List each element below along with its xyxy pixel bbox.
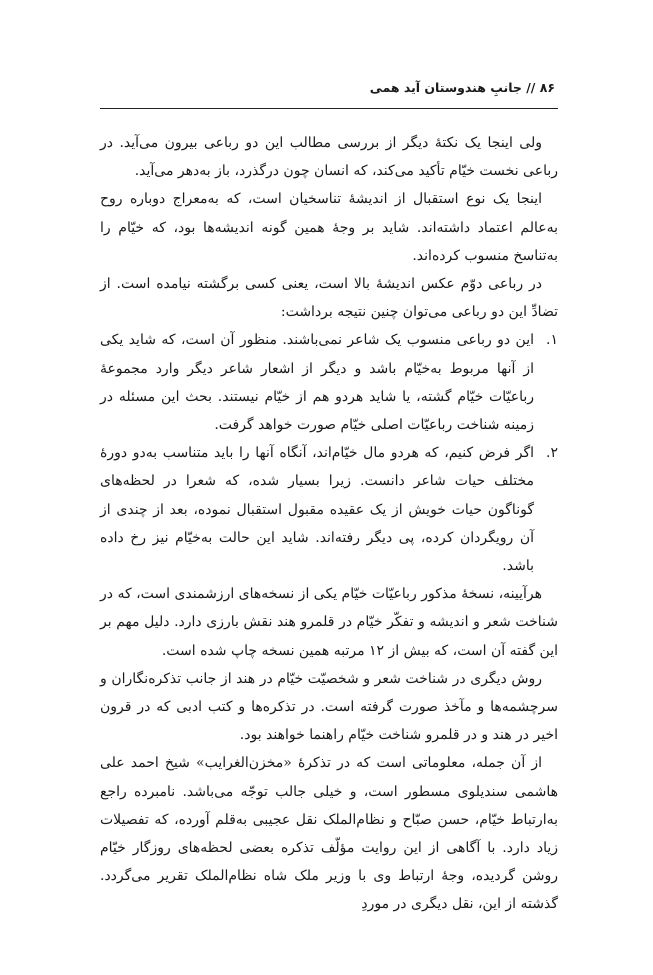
paragraph: اینجا یک نوع استقبال از اندیشهٔ تناسخیان است، که به‌معراج دوباره روح به‌عالم اعتماد داشته‌اند. شاید بر وجهٔ همین گونه اندیشه‌ها بود، که خیّام را به‌تناسخ منسوب کرده‌اند. [100, 191, 558, 264]
paragraph: روش دیگری در شناخت شعر و شخصیّت خیّام در هند از جانب تذکره‌نگاران و سرچشمه‌ها و مآخذ صورت گرفته است. در تذکره‌ها و کتب ادبی که در قرون اخیر در هند و در قلمرو شناخت خیّام راهنما خواهند بود. [100, 670, 558, 744]
list-item-number: ۲. [546, 445, 558, 462]
list-item-text: اگر فرض کنیم، که هردو مال خیّام‌اند، آنگاه آنها را باید متناسب به‌دو دورهٔ مختلف حیات شاعر دانست. زیرا بسیار شده، که شعرا در لحظه‌های گوناگون حیات خویش از یک عقیده مقبول استقبال نموده، بعد از چندی از آن رویگردان کرده، پی دیگر رفته‌اند. شاید این حالت به‌خیّام نیز رخ داده باشد. [100, 445, 534, 575]
header-rule [100, 108, 558, 109]
paragraph: از آن جمله، معلوماتی است که در تذکرهٔ «مخزن‌الغرایب» شیخ احمد علی هاشمی سندیلوی مسطور است، و خیلی جالب توجّه می‌باشد. نامبرده راجع به‌ارتباط خیّام، حسن صبّاح و نظام‌الملک نقل عجیبی به‌قلم آورده، که تفصیلات زیاد دارد. با آگاهی از این روایت مؤلّف تذکره بعضی لحظه‌های روزگار خیّام روشن گردیده، وجهٔ ارتباط وی با وزیر ملک شاه نظام‌الملک تقریر می‌گردد. گذشته از این، نقل دیگری در موردِ [100, 755, 558, 913]
paragraph: هرآیینه، نسخهٔ مذکور رباعیّات خیّام یکی از نسخه‌های ارزشمندی است، که در شناخت شعر و اندیشه و تفکّر خیّام در قلمرو هند نقش بارزی دارد. دلیل مهم بر این گفته آن است، که بیش از ۱۲ مرتبه همین نسخه چاپ شده است. [100, 586, 558, 659]
body-text [100, 129, 558, 919]
running-header: ۸۶ // جانبِ هندوستان آید همی [369, 80, 555, 95]
paragraph: در رباعی دوّم عکس اندیشهٔ بالا است، یعنی کسی برگشته نیامده است. از تضادِّ این دو رباعی می‌توان چنین نتیجه برداشت: [100, 276, 558, 321]
numbered-list [100, 326, 558, 580]
paragraph: ولی اینجا یک نکتهٔ دیگر از بررسی مطالب این دو رباعی بیرون می‌آید. در رباعی نخست خیّام تأکید می‌کند، که انسان چون درگذرد، باز به‌دهر می‌آید. [100, 135, 558, 180]
list-item [100, 326, 558, 439]
list-item-number: ۱. [546, 332, 558, 349]
list-item-text: این دو رباعی منسوب یک شاعر نمی‌باشند. منظور آن است، که شاید یکی از آنها مربوط به‌خیّام باشد و دیگر از اشعار شاعر دیگر وارد مجموعهٔ رباعیّات خیّام گشته، یا شاید هردو هم از خیّام نیستند. بحث این مسئله در زمینه شناخت رباعیّات اصلی خیّام صورت خواهد گرفت. [100, 332, 534, 434]
list-item [100, 439, 558, 580]
